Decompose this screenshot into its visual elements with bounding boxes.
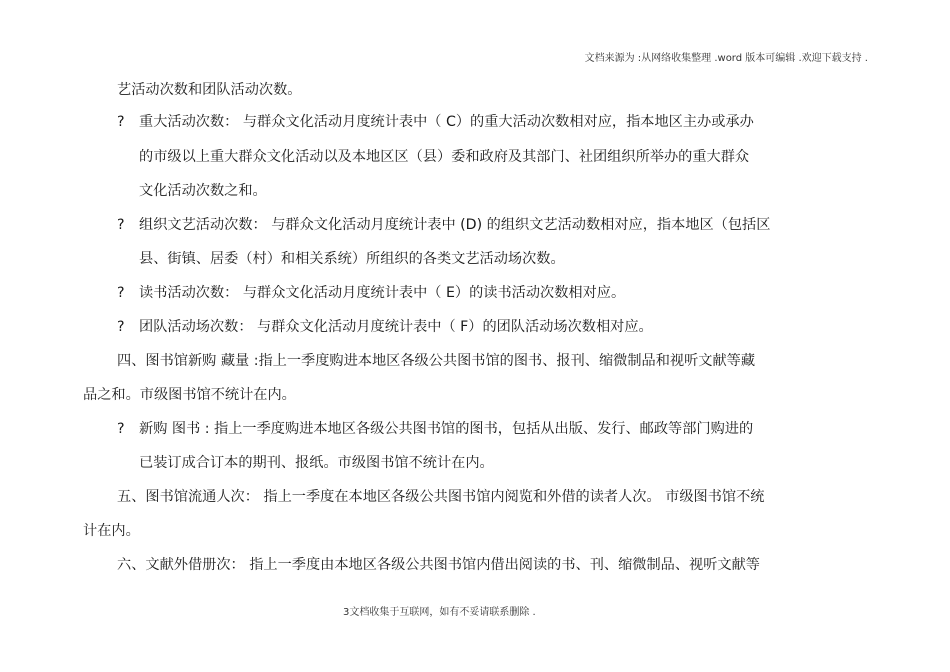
bullet-text: 组织文艺活动次数： 与群众文化活动月度统计表中 (D) 的组织文艺活动数相对应，指本地区（包括区 [139,217,771,233]
text-line: 县、街镇、居委（村）和相关系统）所组织的各类文艺活动场次数。 [139,251,565,267]
bullet-item [117,317,653,337]
text-line: 品之和。市级图书馆不统计在内。 [83,387,296,403]
text-line: 的市级以上重大群众文化活动以及本地区区（县）委和政府及其部门、社团组织所举办的重大群众 [139,149,750,165]
bullet-item [117,419,753,439]
bullet-item [117,112,754,132]
text-line: 文化活动次数之和。 [139,183,267,199]
bullet-text: 读书活动次数： 与群众文化活动月度统计表中（ E）的读书活动次数相对应。 [139,285,626,301]
bullet-text: 重大活动次数： 与群众文化活动月度统计表中（ C）的重大活动次数相对应，指本地区主办或承办 [139,114,754,130]
text-line: 已装订成合订本的期刊、报纸。市级图书馆不统计在内。 [139,455,494,471]
bullet-item [117,215,770,235]
bullet-text: 团队活动场次数： 与群众文化活动月度统计表中（ F）的团队活动场次数相对应。 [139,319,653,335]
bullet-marker: ? [117,421,125,437]
bullet-marker: ? [117,217,125,233]
bullet-marker: ? [117,285,125,301]
text-line: 艺活动次数和团队活动次数。 [117,82,302,98]
text-line: 六、文献外借册次： 指上一季度由本地区各级公共图书馆内借出阅读的书、刊、缩微制品、视听文献等 [117,557,760,573]
bullet-marker: ? [117,319,125,335]
page-footer: 3文档收集于互联网，如有不妥请联系删除 . [343,607,536,618]
text-line: 四、图书馆新购 藏量 :指上一季度购进本地区各级公共图书馆的图书、报刊、缩微制品和视听文献等藏 [117,353,756,369]
page-header: 文档来源为 :从网络收集整理 .word 版本可编辑 .欢迎下载支持 . [584,53,868,64]
text-line: 五、图书馆流通人次： 指上一季度在本地区各级公共图书馆内阅览和外借的读者人次。 市级图书馆不统 [117,489,765,505]
text-line: 计在内。 [83,523,140,539]
bullet-marker: ? [117,114,125,130]
bullet-text: 新购 图书 : 指上一季度购进本地区各级公共图书馆的图书，包括从出版、发行、邮政等部门购进的 [139,421,754,437]
bullet-item [117,283,625,303]
